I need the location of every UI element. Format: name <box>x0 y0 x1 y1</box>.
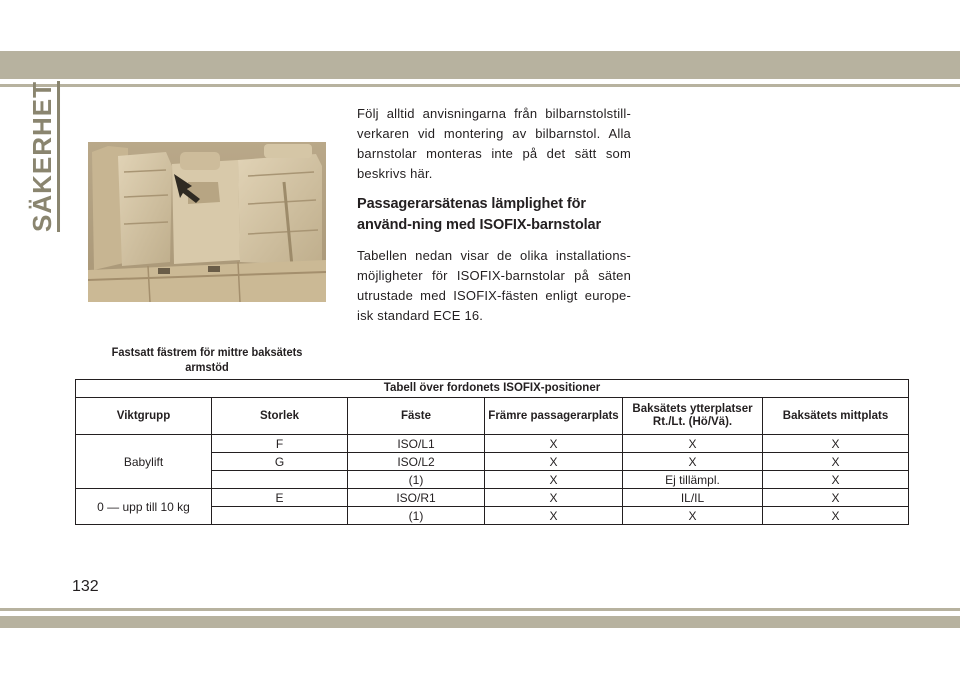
table-intro-paragraph: Tabellen nedan visar de olika installations-möjligheter för ISOFIX-barnstolar på säten utrustade med ISOFIX-fästen enligt europe-isk standard ECE 16. <box>357 248 631 323</box>
header-rule <box>0 84 960 87</box>
table-cell <box>212 471 348 489</box>
section-title <box>22 80 64 232</box>
table-cell: X <box>763 471 909 489</box>
footer-rule <box>0 608 960 611</box>
table-cell: (1) <box>348 507 485 525</box>
table-cell: IL/IL <box>623 489 763 507</box>
table-title: Tabell över fordonets ISOFIX-positioner <box>76 380 909 398</box>
table-cell: ISO/R1 <box>348 489 485 507</box>
table-header: Fäste <box>348 398 485 435</box>
header-band <box>0 51 960 79</box>
rear-seat-photo <box>88 142 326 302</box>
table-cell: X <box>485 507 623 525</box>
photo-caption <box>98 345 317 375</box>
section-title-text: SÄKERHET <box>27 80 60 231</box>
table-header: Baksätets mittplats <box>763 398 909 435</box>
intro-paragraph: Följ alltid anvisningarna från bilbarnstolstill-verkaren vid montering av bilbarnstol. Alla barnstolar monteras inte på det sätt som beskrivs här. <box>357 106 631 181</box>
table-row <box>76 489 909 507</box>
table-cell: X <box>485 471 623 489</box>
body-text <box>357 104 631 326</box>
table-cell: X <box>623 453 763 471</box>
caption-line-1: Fastsatt fästrem för mittre baksätets <box>111 345 303 359</box>
table-cell: X <box>485 453 623 471</box>
seat-photo-icon <box>88 142 326 302</box>
table-cell: (1) <box>348 471 485 489</box>
page-number: 132 <box>72 578 99 595</box>
caption-line-2: armstöd <box>185 360 229 374</box>
section-heading: Passagerarsätenas lämplighet för använd-ning med ISOFIX-barnstolar <box>357 196 602 233</box>
table-cell: Ej tillämpl. <box>623 471 763 489</box>
table-cell: E <box>212 489 348 507</box>
table-cell: X <box>763 453 909 471</box>
table-cell: G <box>212 453 348 471</box>
table-cell: X <box>623 507 763 525</box>
table-header: Baksätets ytterplatser Rt./Lt. (Hö/Vä). <box>623 398 763 435</box>
table-cell: ISO/L2 <box>348 453 485 471</box>
table-cell: F <box>212 435 348 453</box>
footer-band <box>0 616 960 628</box>
table-row <box>76 435 909 453</box>
table-cell-group: 0 — upp till 10 kg <box>76 489 212 525</box>
table-cell: ISO/L1 <box>348 435 485 453</box>
table-cell: X <box>763 489 909 507</box>
table-cell: X <box>485 489 623 507</box>
table-cell: X <box>763 507 909 525</box>
table-cell-group: Babylift <box>76 435 212 489</box>
table-header: Viktgrupp <box>76 398 212 435</box>
table-header: Främre passagerarplats <box>485 398 623 435</box>
table-cell: X <box>623 435 763 453</box>
isofix-table <box>75 379 909 525</box>
table-cell: X <box>485 435 623 453</box>
table-header: Storlek <box>212 398 348 435</box>
table-cell: X <box>763 435 909 453</box>
table-cell <box>212 507 348 525</box>
